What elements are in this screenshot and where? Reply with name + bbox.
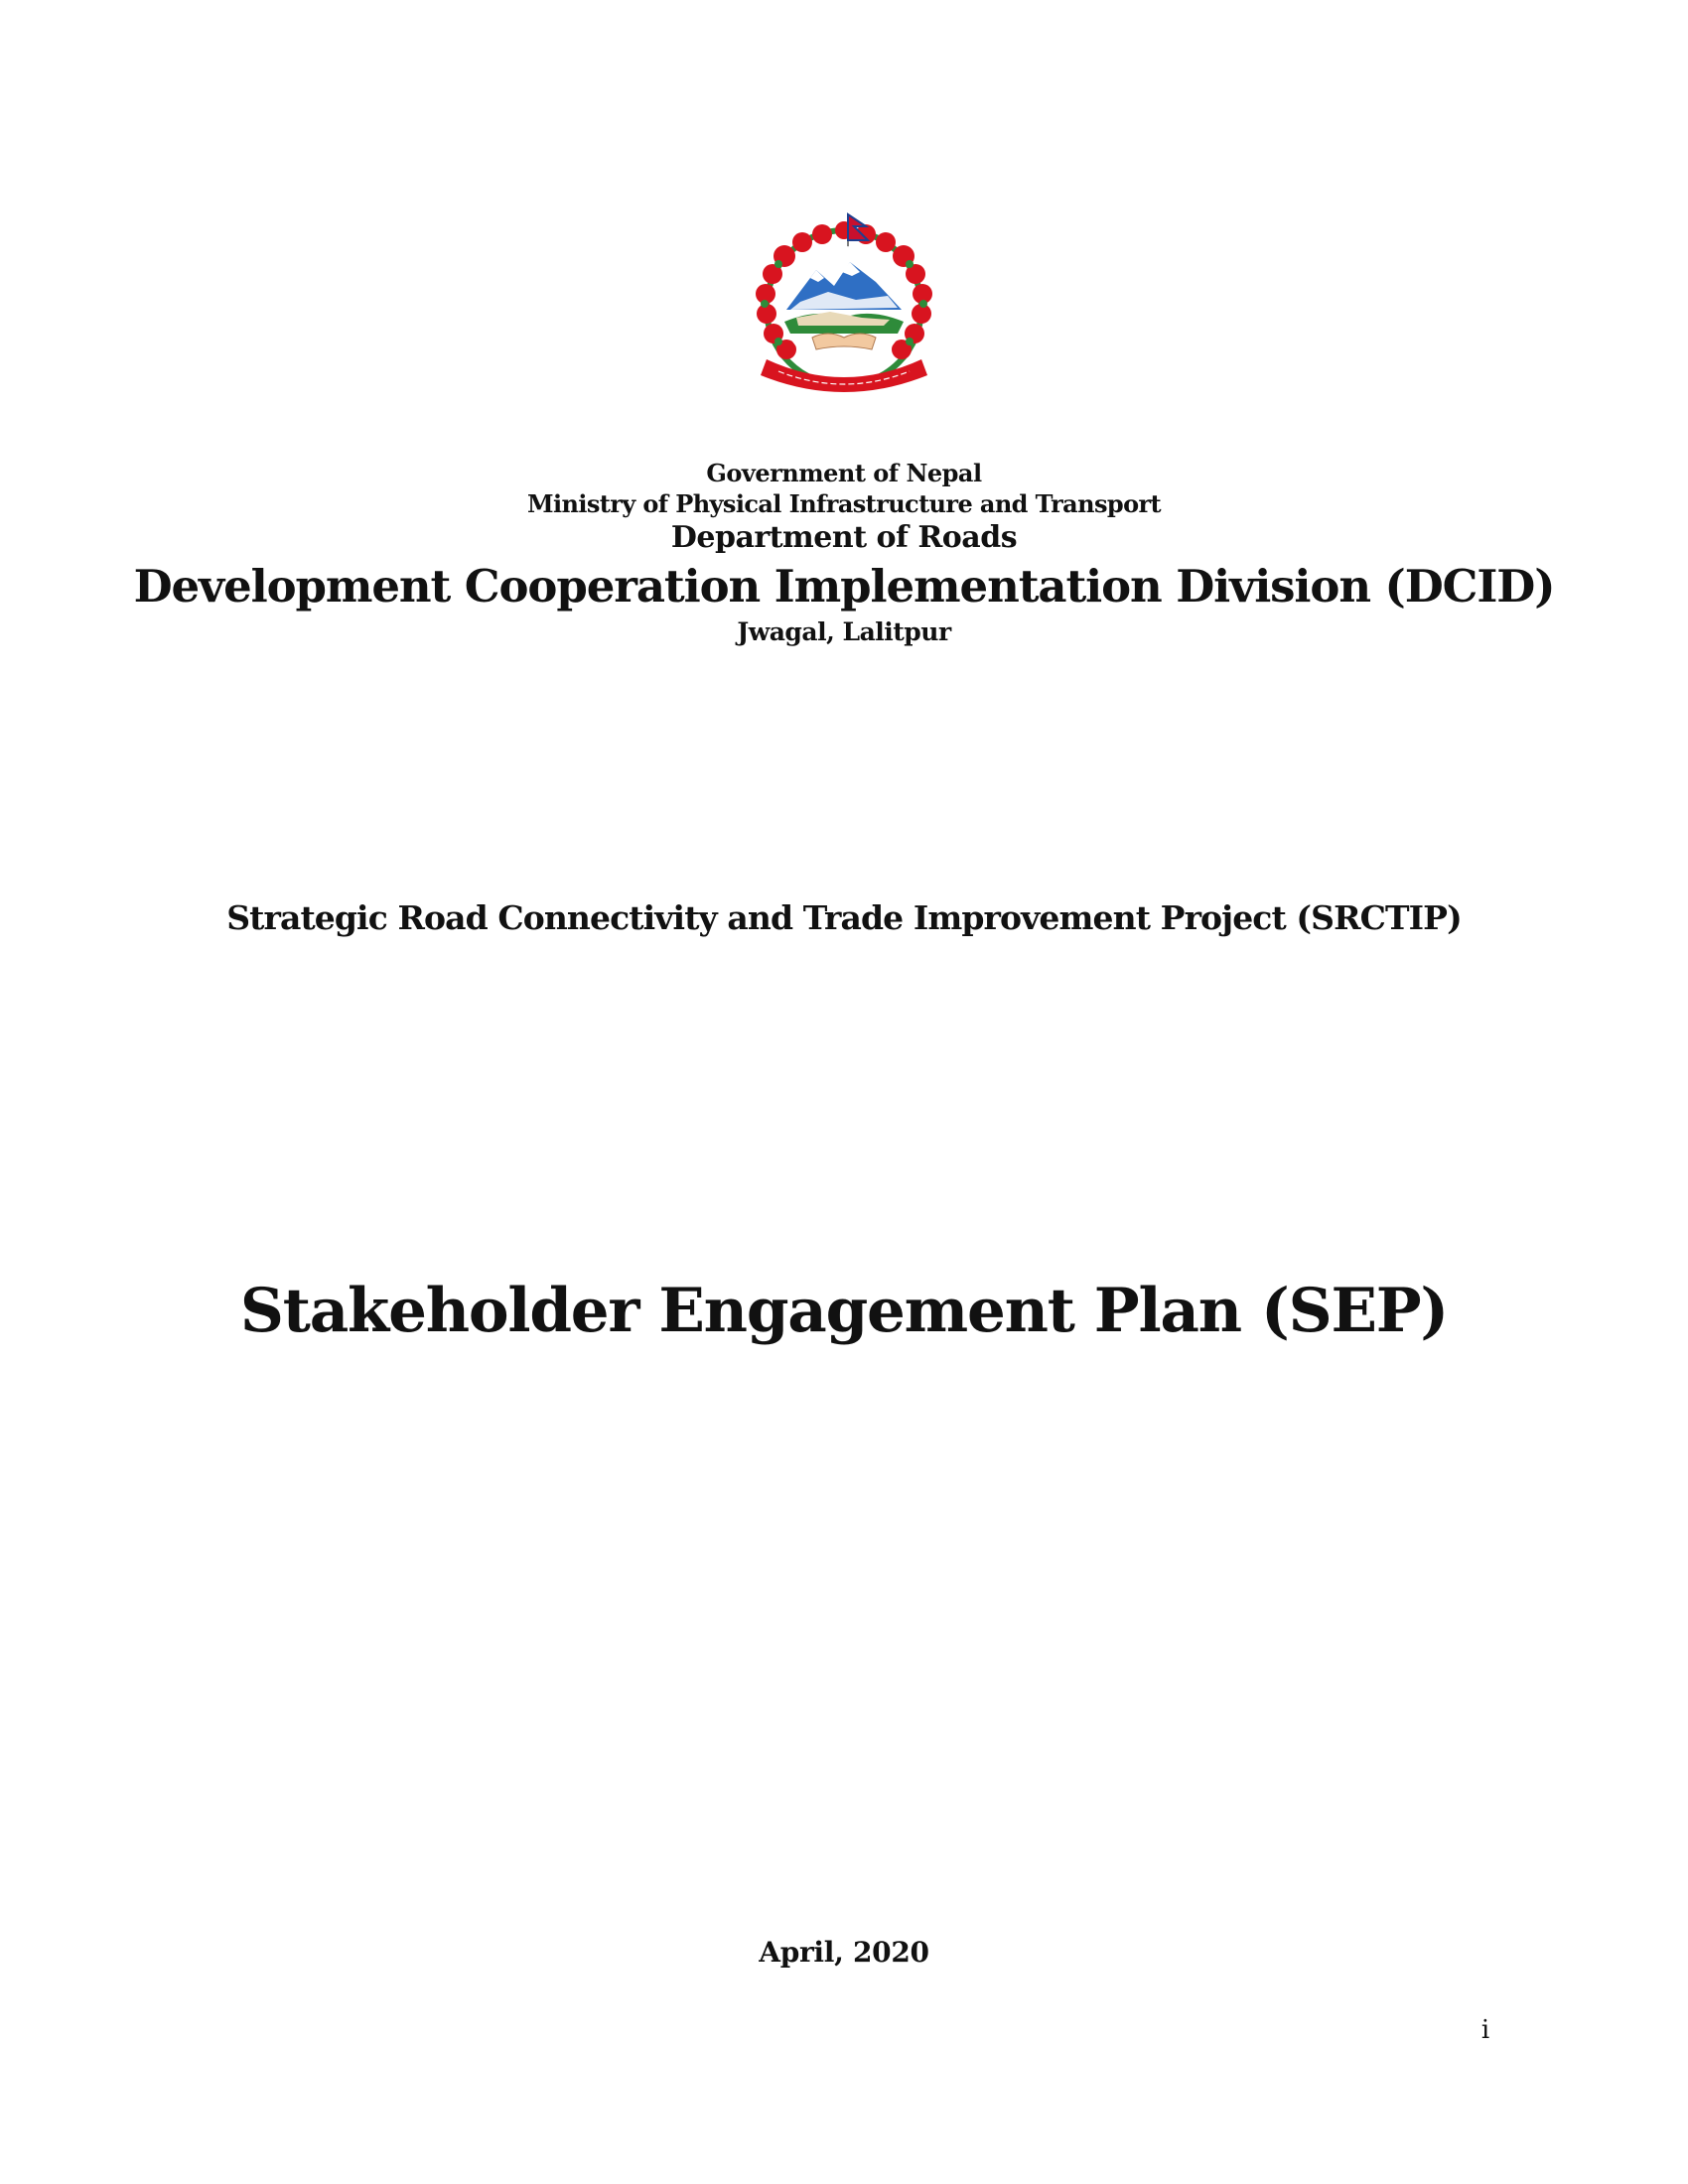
department-name: Department of Roads [670,520,1018,555]
ministry-name: Ministry of Physical Infrastructure and Transport [526,489,1162,518]
page-number: i [1480,2015,1490,2045]
project-name: Strategic Road Connectivity and Trade Improvement Project (SRCTIP) [226,898,1462,937]
government-name: Government of Nepal [706,459,982,487]
office-location: Jwagal, Lalitpur [737,617,951,646]
nepal-national-emblem-icon [739,210,949,395]
division-name: Development Cooperation Implementation Division (DCID) [133,560,1555,613]
document-date: April, 2020 [759,1936,929,1969]
document-title: Stakeholder Engagement Plan (SEP) [239,1276,1449,1346]
